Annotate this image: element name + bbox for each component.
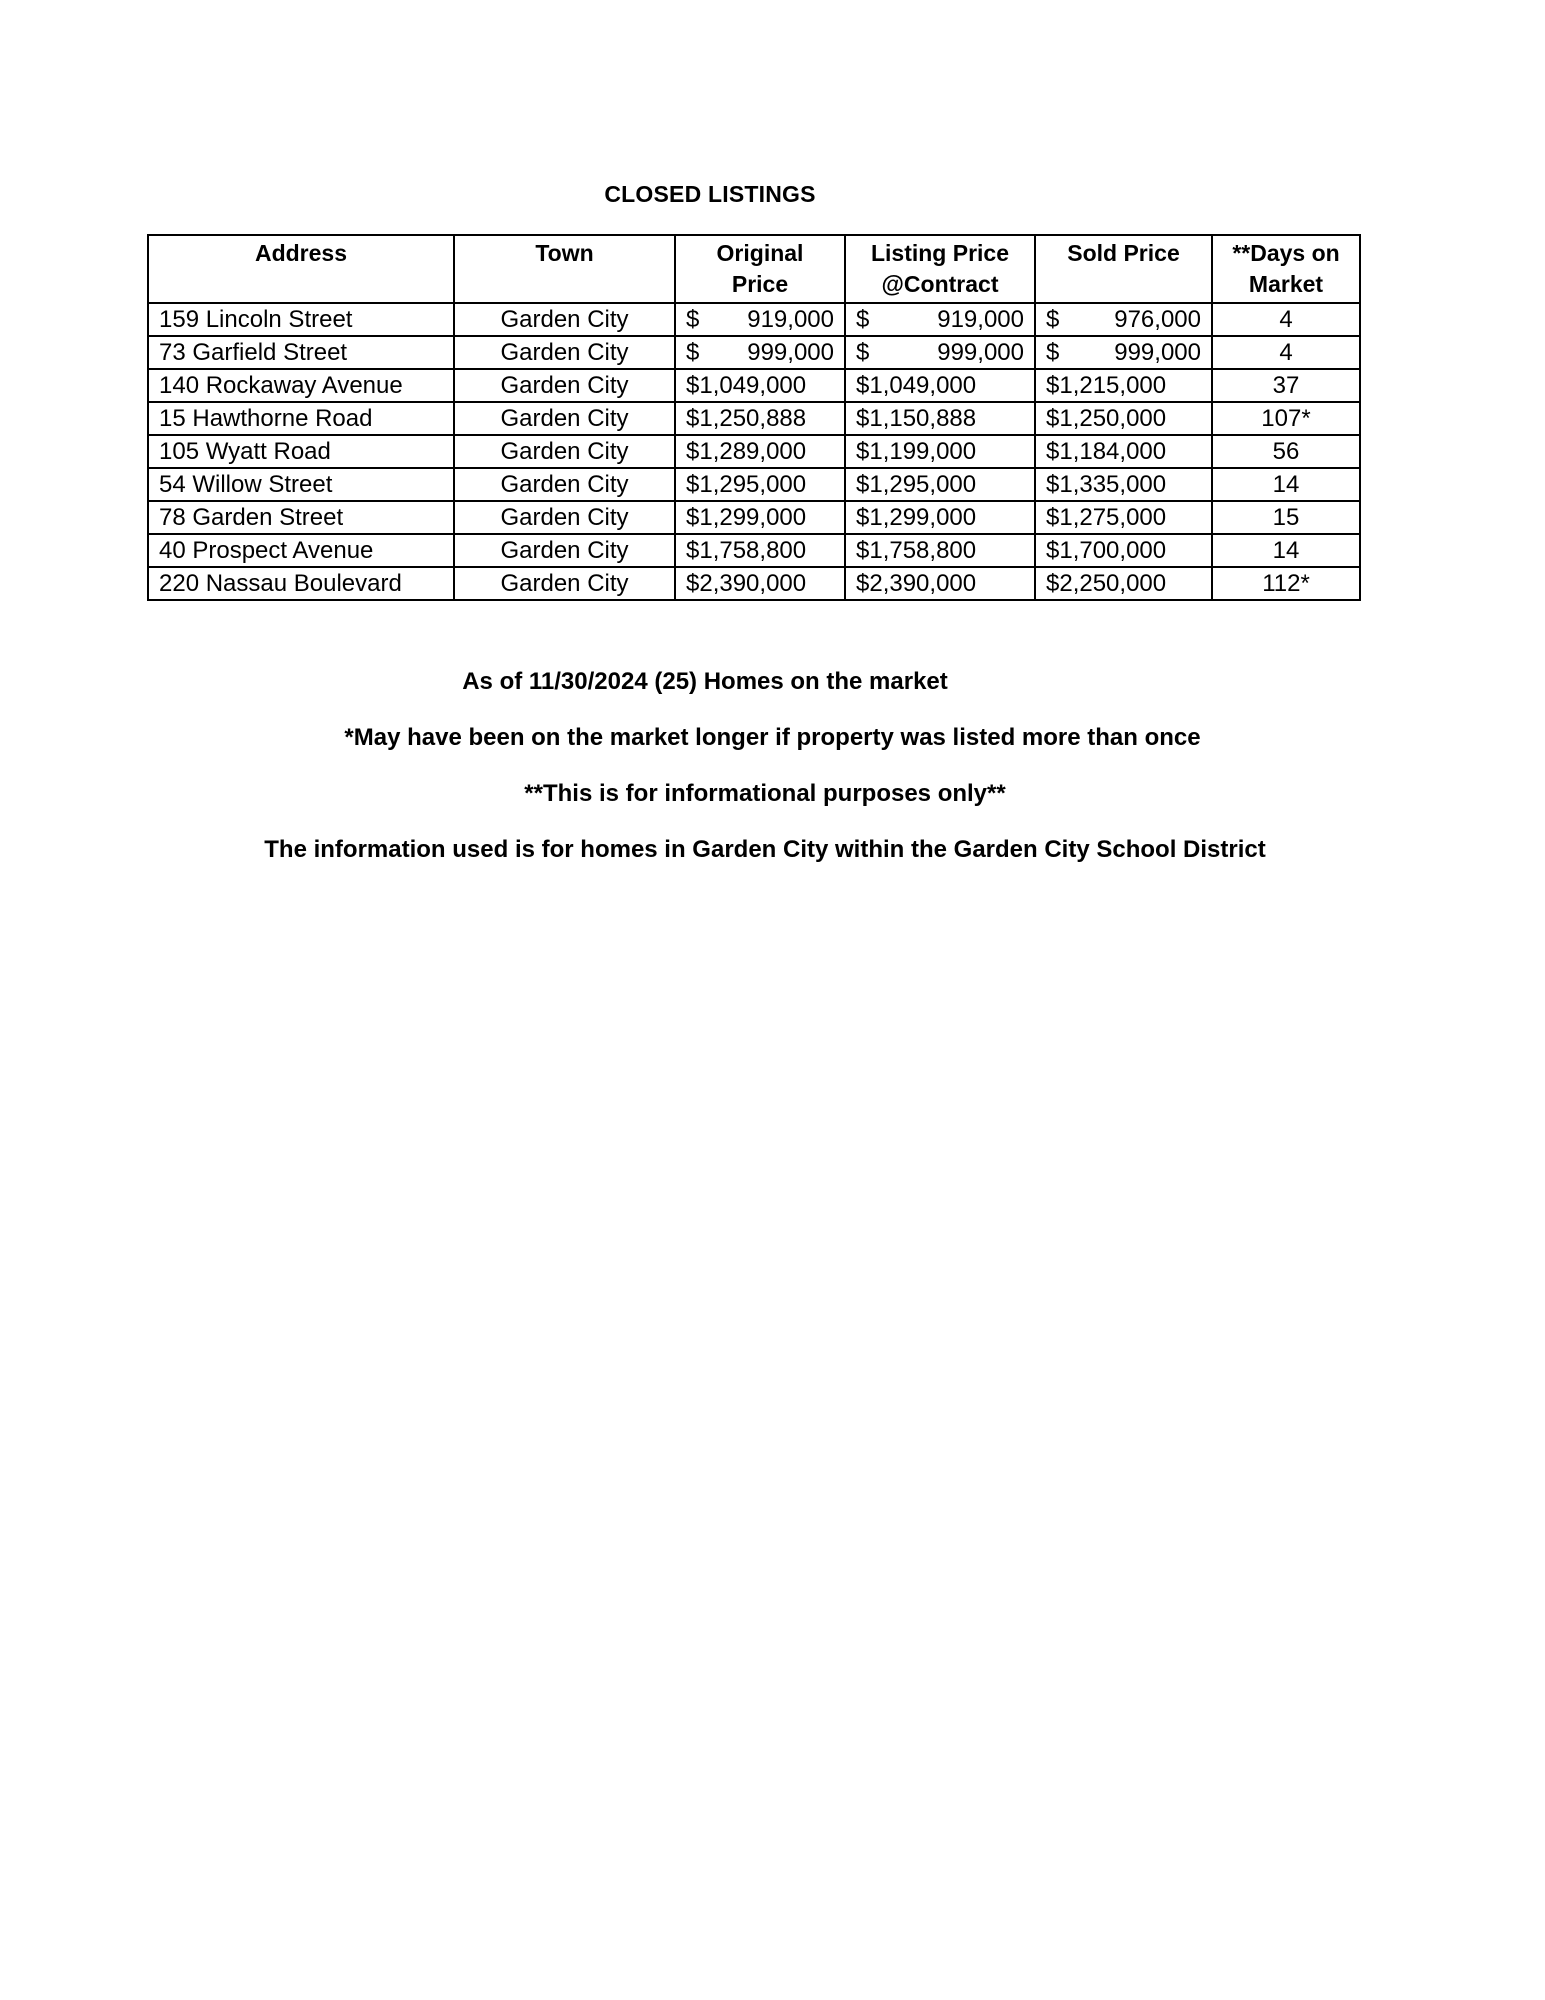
cell-days-on-market: 4 <box>1212 336 1360 369</box>
cell-town: Garden City <box>454 501 675 534</box>
cell-address: 220 Nassau Boulevard <box>148 567 454 600</box>
table-body <box>148 303 1360 600</box>
currency-symbol: $ <box>686 339 700 366</box>
cell-sold-price <box>1035 336 1212 369</box>
cell-days-on-market: 4 <box>1212 303 1360 336</box>
cell-address: 40 Prospect Avenue <box>148 534 454 567</box>
cell-days-on-market: 112* <box>1212 567 1360 600</box>
district-note: The information used is for homes in Garden City within the Garden City School District <box>264 836 1266 863</box>
cell-sold-price <box>1035 501 1212 534</box>
cell-sold-price <box>1035 435 1212 468</box>
cell-days-on-market: 56 <box>1212 435 1360 468</box>
price-amount: $1,049,000 <box>856 372 977 399</box>
cell-days-on-market: 37 <box>1212 369 1360 402</box>
cell-town: Garden City <box>454 402 675 435</box>
header-days-on-market: **Days on Market <box>1212 235 1360 303</box>
price-amount: 919,000 <box>937 306 1024 333</box>
cell-listing-price <box>845 369 1035 402</box>
cell-sold-price <box>1035 402 1212 435</box>
cell-original-price <box>675 369 845 402</box>
price-amount: 999,000 <box>747 339 834 366</box>
document-title: CLOSED LISTINGS <box>604 181 816 207</box>
table-row <box>148 501 1360 534</box>
cell-original-price <box>675 435 845 468</box>
cell-town: Garden City <box>454 369 675 402</box>
currency-symbol: $ <box>686 306 700 333</box>
price-amount: $1,758,800 <box>686 537 807 564</box>
cell-address: 73 Garfield Street <box>148 336 454 369</box>
cell-address: 159 Lincoln Street <box>148 303 454 336</box>
cell-original-price <box>675 402 845 435</box>
cell-days-on-market: 14 <box>1212 468 1360 501</box>
header-original-price: Original Price <box>675 235 845 303</box>
cell-listing-price <box>845 567 1035 600</box>
cell-sold-price <box>1035 369 1212 402</box>
cell-town: Garden City <box>454 303 675 336</box>
cell-original-price <box>675 567 845 600</box>
header-town: Town <box>454 235 675 303</box>
cell-days-on-market: 107* <box>1212 402 1360 435</box>
closed-listings-table <box>147 234 1361 601</box>
price-amount: $2,390,000 <box>686 570 807 597</box>
cell-address: 15 Hawthorne Road <box>148 402 454 435</box>
currency-symbol: $ <box>856 306 870 333</box>
currency-symbol: $ <box>1046 306 1060 333</box>
cell-original-price <box>675 501 845 534</box>
price-amount: $1,215,000 <box>1046 372 1167 399</box>
price-amount: $1,289,000 <box>686 438 807 465</box>
price-amount: $1,335,000 <box>1046 471 1167 498</box>
cell-address: 78 Garden Street <box>148 501 454 534</box>
cell-sold-price <box>1035 303 1212 336</box>
price-amount: $1,250,888 <box>686 405 807 432</box>
cell-sold-price <box>1035 567 1212 600</box>
footnote-single-asterisk: *May have been on the market longer if property was listed more than once <box>344 724 1201 751</box>
currency-symbol: $ <box>1046 339 1060 366</box>
table-row <box>148 303 1360 336</box>
price-amount: $1,275,000 <box>1046 504 1167 531</box>
cell-town: Garden City <box>454 435 675 468</box>
cell-town: Garden City <box>454 468 675 501</box>
cell-sold-price <box>1035 534 1212 567</box>
price-amount: $1,250,000 <box>1046 405 1167 432</box>
price-amount: $1,295,000 <box>856 471 977 498</box>
price-amount: 999,000 <box>937 339 1024 366</box>
cell-listing-price <box>845 303 1035 336</box>
header-address: Address <box>148 235 454 303</box>
price-amount: $1,150,888 <box>856 405 977 432</box>
table-row <box>148 435 1360 468</box>
price-amount: 976,000 <box>1114 306 1201 333</box>
cell-listing-price <box>845 501 1035 534</box>
cell-original-price <box>675 468 845 501</box>
price-amount: $1,184,000 <box>1046 438 1167 465</box>
price-amount: $1,199,000 <box>856 438 977 465</box>
price-amount: $1,700,000 <box>1046 537 1167 564</box>
cell-listing-price <box>845 468 1035 501</box>
as-of-note: As of 11/30/2024 (25) Homes on the market <box>462 668 948 695</box>
table-row <box>148 567 1360 600</box>
price-amount: $1,758,800 <box>856 537 977 564</box>
cell-listing-price <box>845 534 1035 567</box>
cell-address: 140 Rockaway Avenue <box>148 369 454 402</box>
price-amount: $1,299,000 <box>856 504 977 531</box>
cell-town: Garden City <box>454 567 675 600</box>
cell-town: Garden City <box>454 336 675 369</box>
table-row <box>148 534 1360 567</box>
price-amount: $1,295,000 <box>686 471 807 498</box>
table-row <box>148 402 1360 435</box>
price-amount: $2,390,000 <box>856 570 977 597</box>
price-amount: $1,299,000 <box>686 504 807 531</box>
cell-listing-price <box>845 402 1035 435</box>
cell-town: Garden City <box>454 534 675 567</box>
header-sold-price: Sold Price <box>1035 235 1212 303</box>
table-header-row <box>148 235 1360 303</box>
cell-original-price <box>675 303 845 336</box>
cell-address: 105 Wyatt Road <box>148 435 454 468</box>
table-row <box>148 468 1360 501</box>
cell-days-on-market: 14 <box>1212 534 1360 567</box>
price-amount: 919,000 <box>747 306 834 333</box>
cell-days-on-market: 15 <box>1212 501 1360 534</box>
header-listing-price: Listing Price @Contract <box>845 235 1035 303</box>
price-amount: $1,049,000 <box>686 372 807 399</box>
cell-listing-price <box>845 435 1035 468</box>
cell-original-price <box>675 336 845 369</box>
currency-symbol: $ <box>856 339 870 366</box>
cell-address: 54 Willow Street <box>148 468 454 501</box>
table-row <box>148 336 1360 369</box>
price-amount: $2,250,000 <box>1046 570 1167 597</box>
cell-sold-price <box>1035 468 1212 501</box>
table-row <box>148 369 1360 402</box>
cell-listing-price <box>845 336 1035 369</box>
footnote-double-asterisk: **This is for informational purposes only** <box>524 780 1006 807</box>
cell-original-price <box>675 534 845 567</box>
price-amount: 999,000 <box>1114 339 1201 366</box>
